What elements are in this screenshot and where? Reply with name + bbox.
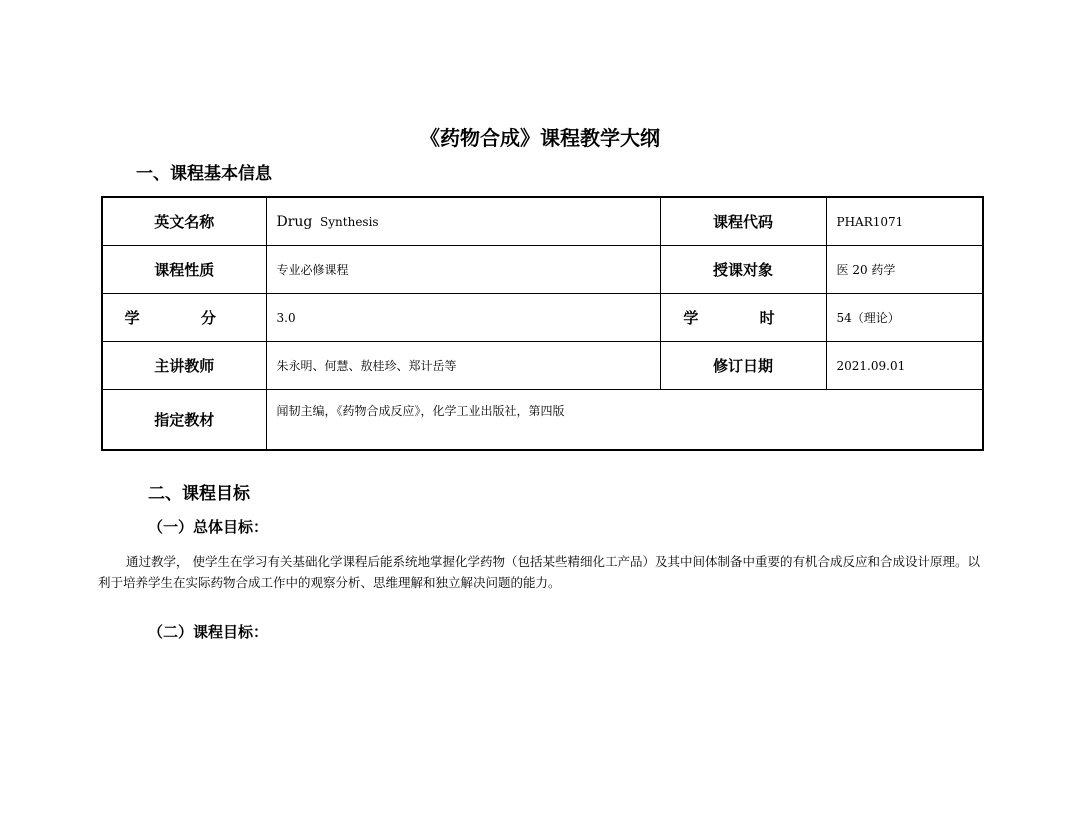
course-code-label: 课程代码 xyxy=(660,197,826,246)
course-info-table xyxy=(101,196,984,451)
subheading-overall-goal: （一）总体目标： xyxy=(148,518,269,536)
table-row xyxy=(102,294,983,342)
hours-value: 54（理论） xyxy=(826,294,983,342)
textbook-value: 闻韧主编，《药物合成反应》，化学工业出版社，第四版 xyxy=(266,390,983,451)
table-row xyxy=(102,197,983,246)
lecturers-value: 朱永明、何慧、敖桂珍、郑计岳等 xyxy=(266,342,660,390)
english-name-label: 英文名称 xyxy=(102,197,266,246)
overall-goal-paragraph: 通过教学， 使学生在学习有关基础化学课程后能系统地掌握化学药物（包括某些精细化工产品）及其中间体制备中重要的有机合成反应和合成设计原理。以利于培养学生在实际药物合成工作中的观察分析、思维理解和独立解决问题的能力。 xyxy=(98,554,980,590)
target-students-label: 授课对象 xyxy=(660,246,826,294)
table-row xyxy=(102,342,983,390)
course-nature-value: 专业必修课程 xyxy=(266,246,660,294)
english-name-word2: Synthesis xyxy=(320,214,379,229)
lecturers-label: 主讲教师 xyxy=(102,342,266,390)
english-name-value xyxy=(266,197,660,246)
revision-date-label: 修订日期 xyxy=(660,342,826,390)
english-name-word1: Drug xyxy=(276,213,313,230)
table-row xyxy=(102,390,983,451)
section-heading-course-objectives: 二、课程目标 xyxy=(148,484,250,504)
hours-label: 学 时 xyxy=(660,294,826,342)
table-row xyxy=(102,246,983,294)
credits-value: 3.0 xyxy=(266,294,660,342)
revision-date-value: 2021.09.01 xyxy=(826,342,983,390)
target-students-value: 医 20 药学 xyxy=(826,246,983,294)
textbook-label: 指定教材 xyxy=(102,390,266,451)
document-title: 《药物合成》课程教学大纲 xyxy=(420,126,660,150)
credits-label: 学 分 xyxy=(102,294,266,342)
course-code-value: PHAR1071 xyxy=(826,197,983,246)
subheading-course-goals: （二）课程目标： xyxy=(148,623,269,641)
section-heading-basic-info: 一、课程基本信息 xyxy=(136,164,272,184)
course-nature-label: 课程性质 xyxy=(102,246,266,294)
